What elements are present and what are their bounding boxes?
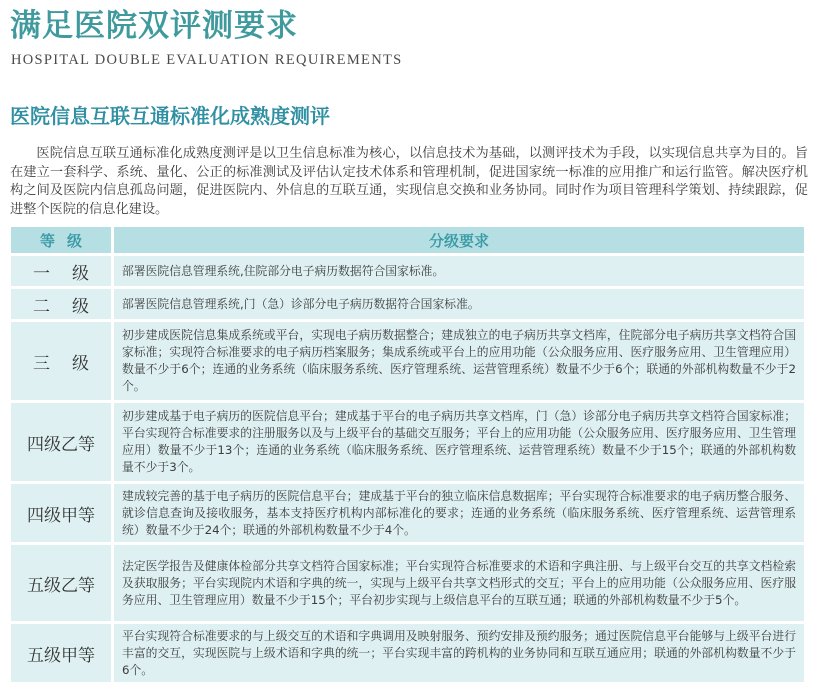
table-header-row xyxy=(11,227,804,253)
requirement-cell: 法定医学报告及健康体检部分共享文档符合国家标准；平台实现符合标准要求的术语和字典注册、与上级平台交互的共享文档检索及获取服务；平台实现院内术语和字典的统一，实现与上级平台共享文档形式的交互；平台上的应用功能（公众服务应用、医疗服务应用、卫生管理应用）数量不少于15个；平台初步实现与上级信息平台的互联互通；联通的外部机构数量不少于5个。 xyxy=(114,545,804,621)
requirement-cell: 部署医院信息管理系统,住院部分电子病历数据符合国家标准。 xyxy=(114,256,804,286)
page-title: 满足医院双评测要求 xyxy=(10,8,298,44)
section-title: 医院信息互联互通标准化成熟度测评 xyxy=(10,104,330,128)
header-requirement: 分级要求 xyxy=(114,227,804,253)
requirement-cell: 平台实现符合标准要求的与上级交互的术语和字典调用及映射服务、预约安排及预约服务；通过医院信息平台能够与上级平台进行丰富的交互，实现医院与上级术语和字典的统一；平台实现丰富的跨机构的业务协同和互联互通应用；联通的外部机构数量不少于6个。 xyxy=(114,624,804,682)
header-level: 等级 xyxy=(11,227,111,253)
table-row xyxy=(11,403,804,481)
level-cell: 四级乙等 xyxy=(11,403,111,481)
intro-paragraph: 医院信息互联互通标准化成熟度测评是以卫生信息标准为核心，以信息技术为基础，以测评技术为手段，以实现信息共享为目的。旨在建立一套科学、系统、量化、公正的标准测试及评估认定技术体系和管理机制，促进国家统一标准的应用推广和运行监管。解决医疗机构之间及医院内信息孤岛问题，促进医院内、外信息的互联互通，实现信息交换和业务协同。同时作为项目管理科学策划、持续跟踪，促进整个医院的信息化建设。 xyxy=(10,146,808,217)
grade-requirements-table xyxy=(8,224,807,685)
table-row xyxy=(11,289,804,319)
table-row xyxy=(11,624,804,682)
table-row xyxy=(11,484,804,542)
requirement-cell: 初步建成医院信息集成系统或平台，实现电子病历数据整合；建成独立的电子病历共享文档库，住院部分电子病历共享文档符合国家标准；实现符合标准要求的电子病历档案服务；集成系统或平台上的应用功能（公众服务应用、医疗服务应用、卫生管理应用）数量不少于6个；连通的业务系统（临床服务系统、医疗管理系统、运营管理系统）数量不少于6个；联通的外部机构数量不少于2个。 xyxy=(114,322,804,400)
level-cell: 二级 xyxy=(11,289,111,319)
requirement-cell: 初步建成基于电子病历的医院信息平台；建成基于平台的电子病历共享文档库，门（急）诊部分电子病历共享文档符合国家标准；平台实现符合标准要求的注册服务以及与上级平台的基础交互服务；平台上的应用功能（公众服务应用、医疗服务应用、卫生管理应用）数量不少于13个；连通的业务系统（临床服务系统、医疗管理系统、运营管理系统）数量不少于15个；联通的外部机构数量不少于3个。 xyxy=(114,403,804,481)
level-cell: 四级甲等 xyxy=(11,484,111,542)
level-cell: 一级 xyxy=(11,256,111,286)
table-row xyxy=(11,256,804,286)
level-cell: 五级甲等 xyxy=(11,624,111,682)
page-subtitle: HOSPITAL DOUBLE EVALUATION REQUIREMENTS xyxy=(11,52,403,68)
level-cell: 三级 xyxy=(11,322,111,400)
requirement-cell: 建成较完善的基于电子病历的医院信息平台；建成基于平台的独立临床信息数据库；平台实现符合标准要求的电子病历整合服务、就诊信息查询及接收服务，基本支持医疗机构内部标准化的要求；连通的业务系统（临床服务系统、医疗管理系统、运营管理系统）数量不少于24个；联通的外部机构数量不少于4个。 xyxy=(114,484,804,542)
level-cell: 五级乙等 xyxy=(11,545,111,621)
requirement-cell: 部署医院信息管理系统,门（急）诊部分电子病历数据符合国家标准。 xyxy=(114,289,804,319)
table-row xyxy=(11,545,804,621)
table-row xyxy=(11,322,804,400)
